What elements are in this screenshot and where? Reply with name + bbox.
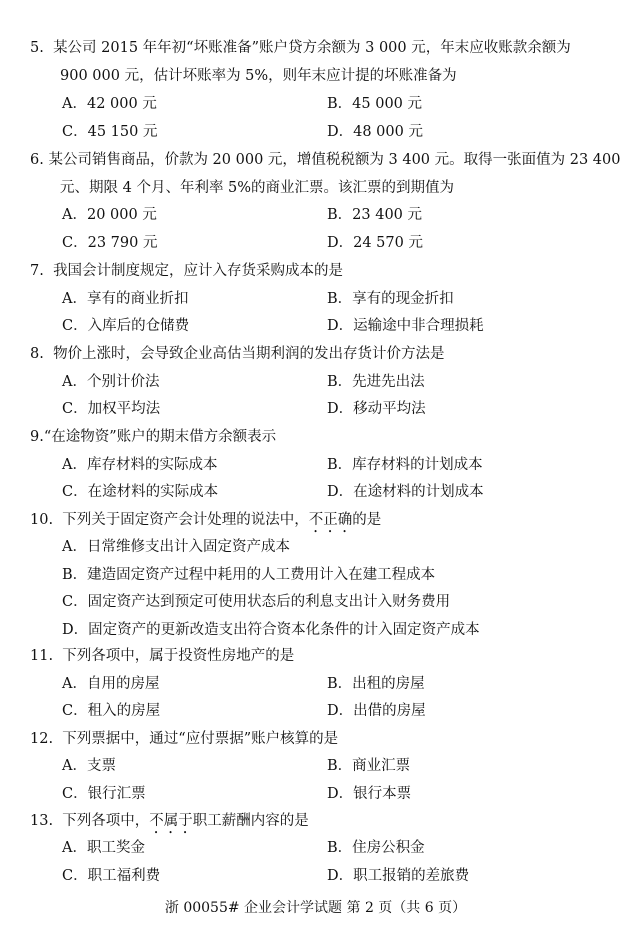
page-footer: 浙 00055# 企业会计学试题 第 2 页（共 6 页） [164, 900, 467, 916]
question-stem-line [30, 150, 620, 170]
question-stem-line [30, 811, 309, 837]
question-number: 10. [30, 512, 54, 528]
question-stem-text: 某公司 2015 年年初“坏账准备”账户贷方余额为 3 000 元，年末应收账款余额为 [53, 40, 571, 56]
option-a: A．职工奖金 [62, 840, 145, 856]
question-stem-text: 下列各项中，属于投资性房地产的是 [62, 648, 295, 664]
option-c: C．23 790 元 [62, 235, 158, 251]
question-number: 12. [30, 731, 54, 747]
question-stem-line [30, 38, 571, 58]
question-stem-text: 物价上涨时，会导致企业高估当期利润的发出存货计价方法是 [53, 346, 445, 362]
option-a: A．个别计价法 [62, 374, 160, 390]
option-a: A．支票 [62, 758, 116, 774]
option-b: B．先进先出法 [327, 374, 425, 390]
question-stem-text: “在途物资”账户的期末借方余额表示 [43, 429, 277, 445]
option-b: B．建造固定资产过程中耗用的人工费用计入在建工程成本 [62, 567, 436, 583]
emphasized-negation: 不正确 [308, 512, 353, 528]
option-c: C．入库后的仓储费 [62, 318, 190, 334]
question-number: 5. [30, 40, 44, 56]
option-d: D．固定资产的更新改造支出符合资本化条件的计入固定资产成本 [62, 622, 480, 638]
question-number: 6. [30, 152, 44, 168]
question-stem-text: 我国会计制度规定，应计入存货采购成本的是 [53, 263, 344, 279]
option-d: D．48 000 元 [327, 124, 423, 140]
question-stem-line [30, 510, 381, 536]
option-b: B．享有的现金折扣 [327, 291, 454, 307]
question-stem-text: 某公司销售商品，价款为 20 000 元，增值税税额为 3 400 元。取得一张面值为 23 400 [48, 152, 621, 168]
question-stem-text: 下列关于固定资产会计处理的说法中， [62, 512, 309, 528]
option-d: D．出借的房屋 [327, 703, 426, 719]
option-a: A．库存材料的实际成本 [62, 457, 218, 473]
option-a: A．享有的商业折扣 [62, 291, 189, 307]
question-stem-line [30, 646, 294, 666]
question-stem-line [30, 427, 276, 447]
option-d: D．在途材料的计划成本 [327, 484, 484, 500]
question-number: 9. [30, 429, 44, 445]
question-stem-text: 职工薪酬内容的是 [192, 813, 309, 829]
option-b: B．商业汇票 [327, 758, 411, 774]
question-stem-line: 元、期限 4 个月、年利率 5%的商业汇票。该汇票的到期值为 [60, 180, 455, 196]
option-a: A．20 000 元 [62, 207, 157, 223]
emphasized-negation: 不属于 [149, 813, 193, 829]
option-d: D．银行本票 [327, 786, 412, 802]
option-b: B．23 400 元 [327, 207, 423, 223]
option-b: B．库存材料的计划成本 [327, 457, 483, 473]
option-d: D．运输途中非合理损耗 [327, 318, 484, 334]
question-number: 13. [30, 813, 54, 829]
question-number: 7. [30, 263, 44, 279]
option-c: C．租入的房屋 [62, 703, 161, 719]
option-a: A．42 000 元 [62, 96, 157, 112]
option-b: B．住房公积金 [327, 840, 425, 856]
question-stem-line [30, 261, 343, 281]
option-c: C．职工福利费 [62, 868, 161, 884]
option-b: B．出租的房屋 [327, 676, 425, 692]
option-c: C．固定资产达到预定可使用状态后的利息支出计入财务费用 [62, 594, 451, 610]
question-stem-text: 下列各项中， [62, 813, 150, 829]
question-stem-line [30, 729, 338, 749]
question-stem-line: 900 000 元，估计坏账率为 5%，则年末应计提的坏账准备为 [60, 68, 457, 84]
question-number: 11. [30, 648, 54, 664]
option-c: C．银行汇票 [62, 786, 146, 802]
question-stem-line [30, 344, 445, 364]
question-stem-text: 的是 [352, 512, 382, 528]
option-a: A．自用的房屋 [62, 676, 160, 692]
option-d: D．移动平均法 [327, 401, 426, 417]
option-b: B．45 000 元 [327, 96, 423, 112]
option-c: C．45 150 元 [62, 124, 158, 140]
option-c: C．加权平均法 [62, 401, 161, 417]
question-number: 8. [30, 346, 44, 362]
option-a: A．日常维修支出计入固定资产成本 [62, 539, 290, 555]
question-stem-text: 下列票据中，通过“应付票据”账户核算的是 [62, 731, 339, 747]
option-c: C．在途材料的实际成本 [62, 484, 219, 500]
option-d: D．24 570 元 [327, 235, 423, 251]
option-d: D．职工报销的差旅费 [327, 868, 470, 884]
